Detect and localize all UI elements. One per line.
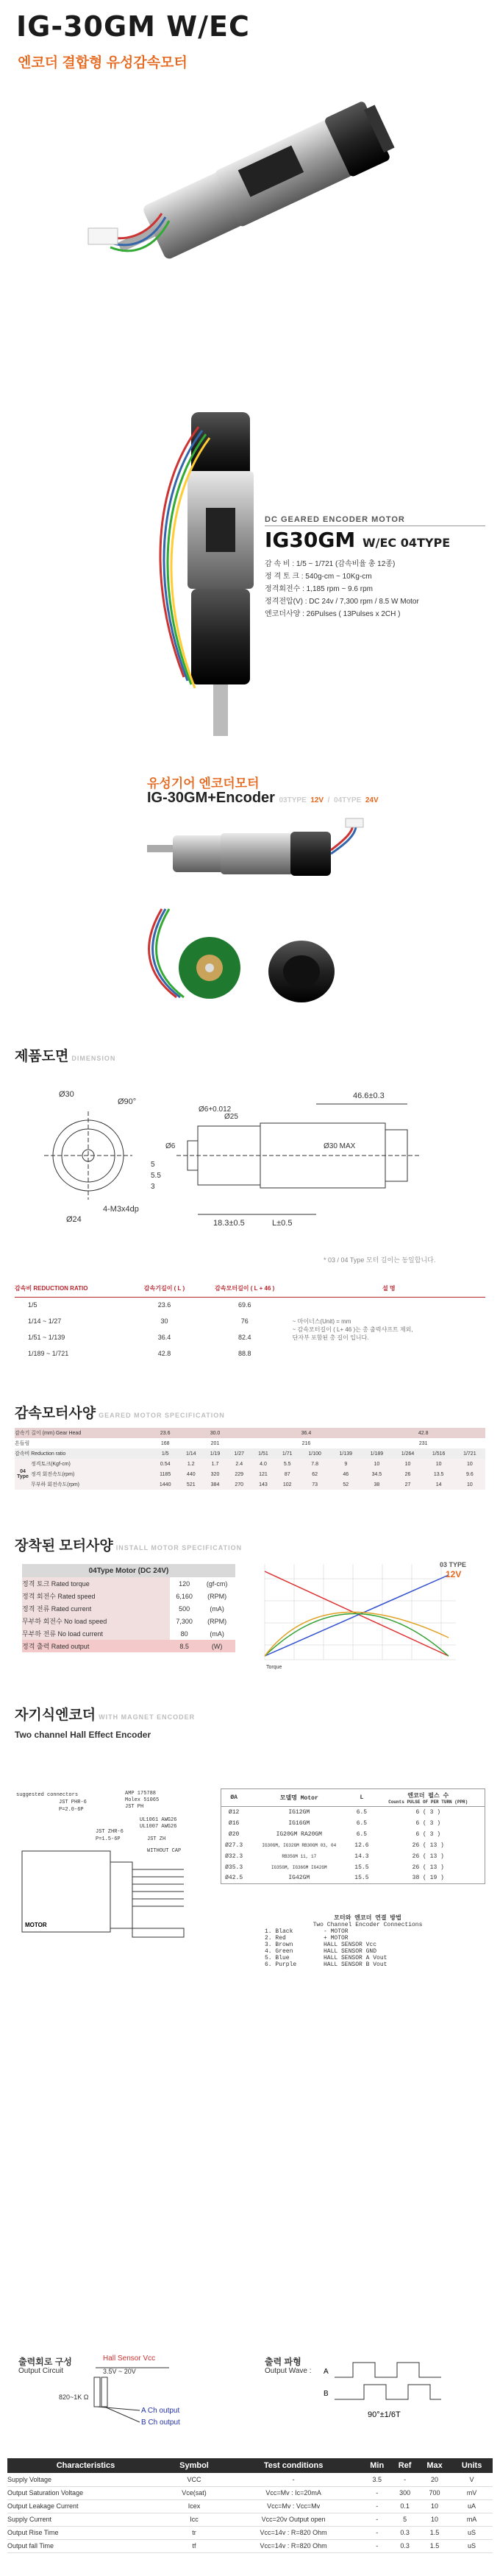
gs-cell: 216: [301, 1440, 311, 1446]
install-cell: (gf-cm): [206, 1579, 228, 1588]
dim-d30max: Ø30 MAX: [324, 1142, 356, 1150]
a-out: A Ch output: [141, 2407, 180, 2415]
char-cell: -: [376, 2516, 379, 2523]
gs-cell: 87: [284, 1471, 290, 1477]
ratio-cell: 82.4: [238, 1334, 251, 1341]
install-cell: 7,300: [176, 1617, 193, 1625]
circuit-title: 출력회로 구성: [18, 2357, 72, 2367]
spec-model-main: IG30GM: [265, 528, 356, 552]
product-volt12: 12V: [310, 796, 324, 804]
gs-cell: 46: [343, 1471, 349, 1477]
enc-cell: Ø16: [228, 1819, 240, 1827]
spec-line: 정 격 토 크 : 540g-cm ~ 10Kg-cm: [265, 573, 372, 581]
conn-label: UL1007 AWG26: [140, 1824, 177, 1830]
enc-header: ØA: [230, 1794, 238, 1801]
dim-d30: Ø30: [59, 1090, 74, 1099]
enc-header-sub: Counts PULSE OF PER TURN (PPR): [388, 1799, 468, 1805]
enc-cell: 15.5: [354, 1864, 369, 1871]
char-cell: 20: [431, 2475, 439, 2483]
enc-cell: 26 ( 13 ): [412, 1864, 444, 1871]
output-circuit-diagram: [59, 2352, 228, 2432]
enc-cell: 26 ( 13 ): [412, 1853, 444, 1860]
install-cell: (mA): [210, 1604, 224, 1613]
gs-cell: 무부하 회전속도(rpm): [31, 1482, 79, 1487]
gs-cell: 1/100: [308, 1451, 321, 1457]
gs-cell: 10: [435, 1461, 442, 1467]
install-cell: 80: [180, 1630, 188, 1638]
char-cell: tf: [192, 2542, 196, 2550]
gs-cell: 52: [343, 1482, 349, 1487]
gs-cell: 231: [418, 1440, 428, 1446]
gs-cell: 10: [466, 1461, 473, 1467]
geared-spec-title: [15, 1402, 225, 1422]
gs-cell: 1/5: [161, 1451, 169, 1457]
ratio-cell: 88.8: [238, 1350, 251, 1357]
gs-side: 04 Type: [17, 1469, 29, 1479]
spec-line: 정격전압(V) : DC 24v / 7,300 rpm / 8.5 W Motor: [265, 598, 419, 606]
wire-title-en: Two Channel Encoder Connections: [312, 1922, 423, 1928]
char-cell: VCC: [187, 2475, 201, 2483]
gs-cell: 0.54: [160, 1461, 171, 1467]
wire-title: 모터와 엔코더 연결 방법: [334, 1915, 401, 1922]
spec-line: 엔코더사양 : 26Pulses ( 13Pulses x 2CH ): [265, 610, 401, 618]
dimension-note: * 03 / 04 Type 모터 길이는 동일합니다.: [324, 1256, 436, 1264]
gs-cell: 정격 회전속도(rpm): [31, 1472, 75, 1477]
ratio-cell: 42.8: [157, 1350, 171, 1357]
encoder-title: [15, 1704, 195, 1724]
gs-cell: 1/264: [401, 1451, 415, 1457]
ratio-note: ~ 감속모터길이 ( L+ 46 )는 총 출력샤프트 제외,: [292, 1326, 413, 1333]
install-cell: 120: [179, 1579, 190, 1588]
gs-cell: 23.6: [160, 1430, 171, 1436]
motor-label: MOTOR: [25, 1922, 47, 1928]
gs-cell: 62: [312, 1471, 318, 1477]
gs-cell: 320: [210, 1471, 220, 1477]
gs-cell: 1/721: [463, 1451, 476, 1457]
enc-cell: 12.6: [354, 1841, 369, 1849]
wire-row: 5. Blue HALL SENSOR A Vout: [265, 1955, 388, 1961]
gs-cell: 270: [235, 1482, 244, 1487]
char-cell: 700: [429, 2489, 440, 2497]
wave-a: A: [324, 2368, 329, 2376]
encoder-title-en: WITH MAGNET ENCODER: [99, 1713, 196, 1721]
gs-cell: 1/51: [258, 1451, 268, 1457]
spec-line: 감 속 비 : 1/5 ~ 1/721 (감속비율 총 12종): [265, 560, 396, 568]
char-header: Test conditions: [263, 2461, 324, 2470]
enc-header: L: [360, 1794, 364, 1801]
conn-label: Molex 51065: [125, 1797, 160, 1803]
char-cell: 1.5: [429, 2542, 440, 2550]
enc-cell: IG16GM: [288, 1819, 310, 1827]
encoder-title-kr: 자기식엔코더: [15, 1708, 96, 1723]
enc-cell: 15.5: [354, 1875, 369, 1882]
char-cell: -: [376, 2489, 379, 2497]
gs-cell: 흔들림: [15, 1441, 30, 1446]
char-cell: -: [376, 2542, 379, 2550]
char-cell: uS: [468, 2542, 476, 2550]
chart-type: 03 TYPE: [440, 1561, 467, 1568]
wave-title: 출력 파형: [265, 2357, 301, 2367]
encoder-subtitle: Two channel Hall Effect Encoder: [15, 1730, 151, 1740]
motor-photo-3: [132, 817, 368, 898]
product-model-name: IG-30GM+Encoder: [147, 790, 275, 806]
dim-h5: 5: [151, 1161, 155, 1169]
gs-cell: 13.5: [433, 1471, 444, 1477]
char-cell: 10: [431, 2516, 439, 2523]
install-cell: (W): [211, 1642, 223, 1650]
gs-cell: 4.0: [260, 1461, 267, 1467]
gs-cell: 1/27: [234, 1451, 245, 1457]
gs-cell: 168: [160, 1440, 170, 1446]
char-header: Max: [426, 2461, 443, 2470]
curve-power: [265, 1614, 449, 1657]
gs-cell: 1/71: [282, 1451, 293, 1457]
wire-row: 6. Purple HALL SENSOR B Vout: [265, 1961, 388, 1968]
wave-phase: 90°±1/6T: [368, 2410, 401, 2419]
install-spec-title-en: INSTALL MOTOR SPECIFICATION: [115, 1544, 243, 1551]
gs-cell: 1/139: [339, 1451, 353, 1457]
wire-row: 3. Brown HALL SENSOR Vcc: [265, 1942, 377, 1948]
enc-cell: IG30GM, IG32GM RB30GM 03, 04: [262, 1842, 337, 1848]
gs-cell: 229: [235, 1471, 244, 1477]
ratio-note: 단자부 포함된 총 길이 입니다.: [292, 1334, 369, 1341]
char-cell: -: [376, 2502, 379, 2510]
geared-spec-title-kr: 감속모터사양: [15, 1406, 96, 1421]
char-cell: Vcc=Mv : Ic=20mA: [265, 2489, 321, 2497]
enc-cell: Ø35.3: [225, 1864, 243, 1871]
enc-cell: Ø32.3: [225, 1853, 243, 1860]
resistor: 820~1K Ω: [59, 2393, 89, 2401]
geared-spec-title-en: GEARED MOTOR SPECIFICATION: [99, 1412, 225, 1419]
conn-label: UL1061 AWG26: [140, 1817, 177, 1823]
gs-cell: 2.4: [235, 1461, 243, 1467]
gs-cell: 10: [374, 1461, 380, 1467]
install-cell: 8.5: [179, 1642, 189, 1650]
ratio-cell: 76: [240, 1317, 249, 1325]
ratio-cell: 30: [160, 1317, 168, 1325]
char-cell: Icex: [188, 2502, 201, 2510]
motor-curve-chart: [250, 1557, 478, 1674]
enc-cell: 6 ( 3 ): [415, 1819, 441, 1827]
gs-cell: 1/14: [185, 1451, 196, 1457]
ratio-header: 감속모터길이 ( L + 46 ): [215, 1285, 275, 1292]
gs-cell: 정격토크(Kgf-cm): [31, 1462, 71, 1467]
gs-cell: 14: [435, 1482, 442, 1487]
dim-len183: 18.3±0.5: [213, 1219, 245, 1228]
char-cell: 5: [403, 2516, 407, 2523]
dim-d24: Ø24: [66, 1215, 82, 1224]
gs-cell: 감속비 Reduction ratio: [15, 1451, 66, 1457]
install-cell: 정격 출력 Rated output: [22, 1643, 90, 1650]
gs-cell: 9.6: [465, 1471, 474, 1477]
install-cell: 정격 회전수 Rated speed: [22, 1590, 170, 1602]
enc-cell: Ø12: [228, 1808, 240, 1816]
char-cell: mA: [466, 2516, 477, 2523]
dim-screw: 4-M3x4dp: [103, 1205, 139, 1214]
geared-spec-table: [15, 1428, 485, 1490]
char-header: Characteristics: [56, 2461, 115, 2470]
gs-cell: 121: [259, 1471, 268, 1477]
spec-card: [265, 515, 485, 620]
char-cell: 0.1: [400, 2502, 410, 2510]
wire-row: 2. Red + MOTOR: [265, 1935, 349, 1942]
gs-cell: 5.5: [283, 1461, 291, 1467]
ratio-note: ~ 마이너스(Unit) = mm: [292, 1317, 351, 1325]
install-spec-title: [15, 1535, 242, 1554]
install-cell: 정격 전류 Rated current: [22, 1602, 170, 1615]
char-cell: Vcc=14v : R=820 Ohm: [260, 2542, 327, 2550]
gs-cell: 34.5: [371, 1471, 382, 1477]
output-wave-diagram: [324, 2355, 485, 2421]
enc-cell: Ø27.3: [225, 1841, 243, 1849]
ratio-cell: 36.4: [157, 1334, 171, 1341]
char-cell: Output Saturation Voltage: [7, 2489, 84, 2497]
char-header: Units: [461, 2461, 482, 2470]
gs-cell: 26: [404, 1471, 411, 1477]
enc-cell: IG20GM RA20GM: [276, 1830, 322, 1838]
product-volt24: 24V: [365, 796, 379, 804]
install-cell: (RPM): [207, 1617, 227, 1625]
conn-label: AMP 175788: [125, 1791, 157, 1797]
ratio-table: [15, 1281, 485, 1362]
gs-cell: 7.8: [311, 1461, 318, 1467]
gs-cell: 10: [466, 1482, 473, 1487]
hall-vcc: Hall Sensor Vcc: [103, 2354, 156, 2363]
encoder-table: [221, 1788, 485, 1884]
ratio-header: 감속기길이 ( L ): [143, 1285, 185, 1292]
gs-cell: 521: [186, 1482, 196, 1487]
enc-cell: 6 ( 3 ): [415, 1808, 441, 1816]
encoder-photo: [132, 902, 368, 1012]
conn-label: JST PH: [125, 1804, 144, 1810]
char-cell: Supply Voltage: [7, 2475, 52, 2483]
enc-cell: IG42GM: [288, 1875, 310, 1882]
char-header: Ref: [398, 2461, 412, 2470]
dim-d6: Ø6: [165, 1142, 176, 1150]
char-cell: 0.3: [400, 2529, 410, 2536]
install-cell: 정격 토크 Rated torque: [22, 1577, 170, 1590]
ratio-cell: 23.6: [157, 1301, 171, 1309]
conn-label: suggested connectors: [16, 1792, 79, 1798]
char-cell: mV: [466, 2489, 477, 2497]
gs-cell: 1440: [159, 1482, 171, 1487]
gs-cell: 201: [210, 1440, 220, 1446]
b-out: B Ch output: [141, 2418, 180, 2427]
char-cell: V: [469, 2475, 474, 2483]
char-cell: 300: [399, 2489, 411, 2497]
char-cell: Vcc=20v Output open: [261, 2516, 326, 2523]
char-cell: Vcc=14v : R=820 Ohm: [260, 2529, 327, 2536]
gs-cell: 1/516: [432, 1451, 446, 1457]
volt-range: 3.5V ~ 20V: [103, 2368, 136, 2375]
dim-d25: Ø25: [224, 1113, 238, 1121]
enc-cell: Ø42.5: [225, 1875, 243, 1882]
conn-label: JST ZH: [147, 1836, 166, 1842]
dimension-title-en: DIMENSION: [71, 1055, 116, 1062]
gs-cell: 38: [374, 1482, 380, 1487]
enc-cell: 6.5: [356, 1830, 368, 1838]
page-subtitle: 엔코더 결합형 유성감속모터: [18, 55, 188, 71]
install-cell: 6,160: [176, 1592, 193, 1600]
chart-volt: 12V: [446, 1569, 462, 1579]
dim-lenL: L±0.5: [272, 1219, 293, 1228]
char-cell: Icc: [190, 2516, 199, 2523]
gs-cell: 384: [210, 1482, 220, 1487]
char-cell: 0.3: [400, 2542, 410, 2550]
enc-header: 엔코더 펄스 수: [407, 1792, 449, 1800]
ratio-cell: 1/189 ~ 1/721: [28, 1350, 69, 1357]
spec-line: 정격회전수 : 1,185 rpm ~ 9.6 rpm: [265, 585, 373, 593]
gs-cell: 27: [404, 1482, 411, 1487]
enc-cell: 14.3: [354, 1853, 369, 1860]
gs-cell: 1.2: [187, 1461, 195, 1467]
ratio-cell: 69.6: [238, 1301, 251, 1309]
product-type03: 03TYPE: [279, 796, 307, 804]
enc-cell: RB35GM 11, 17: [282, 1853, 317, 1859]
gs-cell: 1.7: [211, 1461, 219, 1467]
dim-d6-12: Ø6+0.012: [199, 1105, 232, 1114]
dim-angle: Ø90°: [118, 1097, 137, 1106]
enc-cell: 6.5: [356, 1819, 368, 1827]
page-title: IG-30GM W/EC: [16, 10, 250, 43]
gs-cell: 1185: [160, 1471, 171, 1477]
install-cell: 무부하 회전수 No load speed: [22, 1615, 170, 1627]
product-model: [147, 790, 379, 807]
install-cell: 500: [179, 1604, 190, 1613]
dim-len466: 46.6±0.3: [353, 1091, 385, 1100]
install-cell: (mA): [210, 1630, 224, 1638]
install-cell: 무부하 전류 No load current: [22, 1627, 170, 1640]
gs-cell: 143: [259, 1482, 268, 1487]
spec-model-suffix: W/EC 04TYPE: [362, 536, 451, 550]
conn-label: P=1.5-6P: [96, 1836, 121, 1842]
conn-label: P=2.0-6P: [59, 1807, 84, 1813]
gs-cell: 1/19: [210, 1451, 221, 1457]
wave-title-en: Output Wave :: [265, 2367, 312, 2375]
char-cell: Output fall Time: [7, 2542, 54, 2550]
characteristics-table: [7, 2458, 493, 2553]
enc-cell: IG35GM, IG36GM IG42GM: [271, 1864, 327, 1870]
char-cell: 3.5: [372, 2475, 382, 2483]
gs-cell: 30.0: [210, 1430, 221, 1436]
connector-drawing: [15, 1788, 213, 1943]
gs-cell: 440: [186, 1471, 196, 1477]
gs-cell: 36.4: [301, 1430, 312, 1436]
enc-cell: 38 ( 19 ): [412, 1875, 444, 1882]
char-cell: Output Leakage Current: [7, 2502, 79, 2510]
char-cell: -: [404, 2475, 407, 2483]
dim-h3: 3: [151, 1183, 155, 1191]
install-header: 04Type Motor (DC 24V): [88, 1566, 169, 1575]
gs-cell: 1/189: [370, 1451, 384, 1457]
wave-b: B: [324, 2390, 329, 2398]
ratio-cell: 1/14 ~ 1/27: [28, 1317, 62, 1325]
ratio-cell: 1/51 ~ 1/139: [28, 1334, 65, 1341]
product-type04: 04TYPE: [334, 796, 362, 804]
enc-cell: IG12GM: [288, 1808, 310, 1816]
char-cell: tr: [192, 2529, 196, 2536]
char-header: Symbol: [179, 2461, 209, 2470]
gs-cell: 10: [404, 1461, 411, 1467]
motor-photo-1: [15, 66, 485, 375]
ratio-header: 감속비 REDUCTION RATIO: [15, 1285, 88, 1292]
spec-lines: [265, 558, 485, 620]
char-cell: -: [376, 2529, 379, 2536]
gs-cell: 9: [344, 1461, 348, 1467]
char-cell: 10: [431, 2502, 439, 2510]
conn-label: JST ZHR-6: [96, 1829, 124, 1835]
enc-cell: 26 ( 13 ): [412, 1841, 444, 1849]
wire-row: 1. Black - MOTOR: [265, 1928, 349, 1935]
gs-cell: 73: [312, 1482, 318, 1487]
char-cell: Vcc=Mv : Vcc=Mv: [267, 2502, 321, 2510]
char-cell: -: [292, 2475, 295, 2483]
enc-cell: 6.5: [356, 1808, 368, 1816]
char-cell: 1.5: [429, 2529, 440, 2536]
install-spec-title-kr: 장착된 모터사양: [15, 1538, 113, 1554]
char-cell: Supply Current: [7, 2516, 52, 2523]
chart-xlabel: Torque: [266, 1665, 282, 1670]
spec-brand: DC GEARED ENCODER MOTOR: [265, 515, 485, 526]
install-cell: (RPM): [207, 1592, 227, 1600]
ratio-header: 설 명: [382, 1285, 396, 1292]
wire-legend: [265, 1914, 471, 1968]
dim-h55: 5.5: [151, 1172, 161, 1180]
char-cell: uA: [468, 2502, 476, 2510]
dimension-title-kr: 제품도면: [15, 1049, 69, 1064]
install-spec-table: [22, 1564, 235, 1652]
gs-cell: 감속기 길이 (mm) Gear Head: [15, 1431, 82, 1436]
wire-row: 4. Green HALL SENSOR GND: [265, 1948, 377, 1955]
char-cell: Vce(sat): [182, 2489, 207, 2497]
product-sep: /: [327, 796, 330, 804]
char-cell: uS: [468, 2529, 476, 2536]
char-header: Min: [370, 2461, 385, 2470]
enc-header: 모델명 Motor: [279, 1795, 318, 1802]
conn-label: WITHOUT CAP: [147, 1848, 182, 1854]
enc-cell: Ø20: [228, 1830, 240, 1838]
circuit-title-en: Output Circuit: [18, 2367, 64, 2375]
conn-label: JST PHR-6: [59, 1800, 87, 1805]
enc-cell: 6 ( 3 ): [415, 1830, 441, 1838]
gs-cell: 42.8: [418, 1430, 429, 1436]
dimension-title: [15, 1045, 115, 1065]
char-cell: Output Rise Time: [7, 2529, 59, 2536]
ratio-cell: 1/5: [28, 1301, 38, 1309]
gs-cell: 102: [282, 1482, 292, 1487]
product-kr-title: 유성기어 엔코더모터: [147, 776, 260, 790]
dimension-drawing: [29, 1075, 471, 1244]
spec-model: [265, 528, 485, 552]
